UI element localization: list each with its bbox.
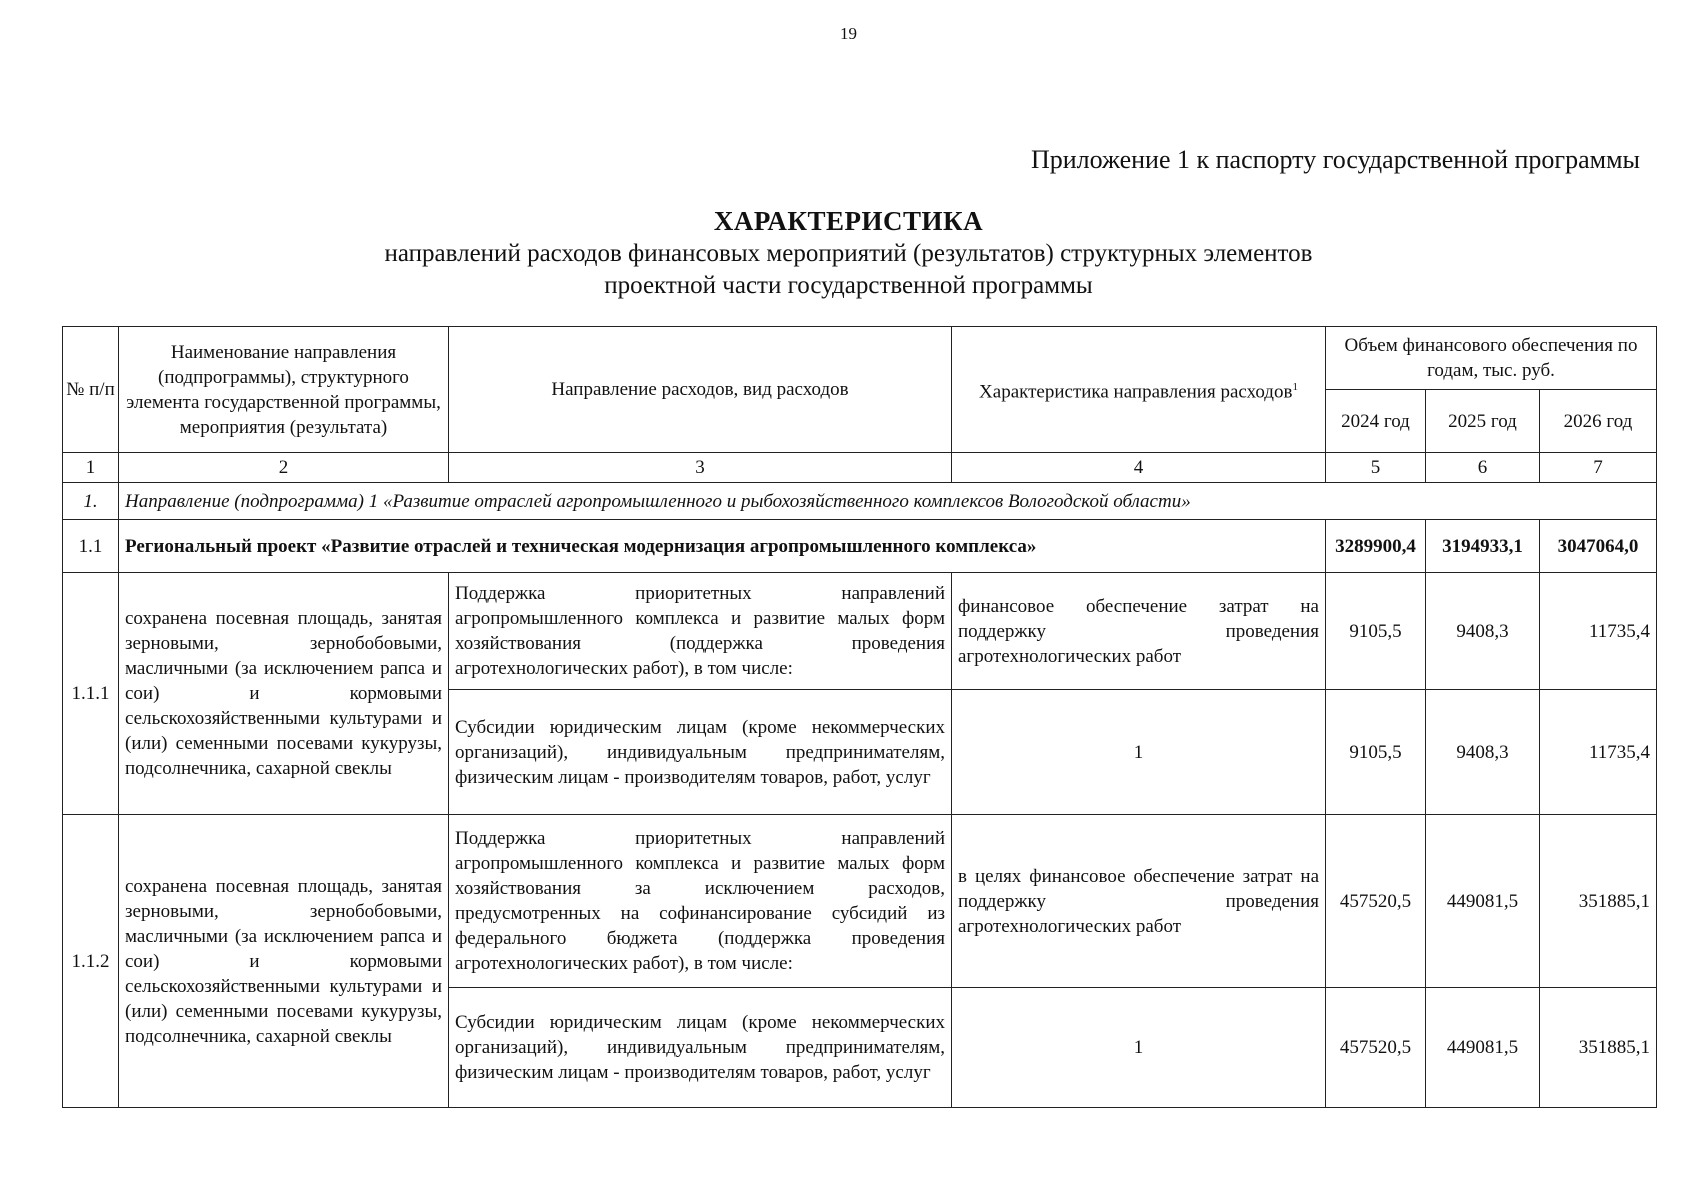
section-title: Направление (подпрограмма) 1 «Развитие отраслей агропромышленного и рыбохозяйственного комплексов Вологодской области» (119, 483, 1657, 520)
header-funding: Объем финансового обеспечения по годам, тыс. руб. (1326, 327, 1657, 390)
value-2026: 351885,1 (1540, 988, 1657, 1108)
header-year-2024: 2024 год (1326, 390, 1426, 453)
table-row (63, 815, 1657, 988)
project-num: 1.1 (63, 520, 119, 573)
col-number: 5 (1326, 453, 1426, 483)
value-2025: 9408,3 (1426, 573, 1540, 690)
section-row (63, 483, 1657, 520)
item-num: 1.1.2 (63, 815, 119, 1108)
section-num: 1. (63, 483, 119, 520)
item-num: 1.1.1 (63, 573, 119, 815)
col-number: 6 (1426, 453, 1540, 483)
direction-cell: Поддержка приоритетных направлений агропромышленного комплекса и развитие малых форм хозяйствования (поддержка проведения агротехнологических работ), в том числе: (449, 573, 952, 690)
value-2024: 9105,5 (1326, 573, 1426, 690)
project-name: Региональный проект «Развитие отраслей и техническая модернизация агропромышленного комплекса» (119, 520, 1326, 573)
col-number: 7 (1540, 453, 1657, 483)
header-characteristic (952, 327, 1326, 453)
item-name: сохранена посевная площадь, занятая зерновыми, зернобобовыми, масличными (за исключением рапса и сои) и кормовыми сельскохозяйственными культурами и (или) семенными посевами кукурузы, подсолнечника, сахарной свеклы (119, 573, 449, 815)
header-year-2026: 2026 год (1540, 390, 1657, 453)
title-block (0, 204, 1697, 302)
item-name: сохранена посевная площадь, занятая зерновыми, зернобобовыми, масличными (за исключением рапса и сои) и кормовыми сельскохозяйственными культурами и (или) семенными посевами кукурузы, подсолнечника, сахарной свеклы (119, 815, 449, 1108)
value-2025: 449081,5 (1426, 815, 1540, 988)
value-2025: 9408,3 (1426, 690, 1540, 815)
footnote-marker: 1 (1292, 380, 1298, 393)
col-number: 3 (449, 453, 952, 483)
expenditure-table (62, 326, 1657, 1108)
header-characteristic-text: Характеристика направления расходов (979, 381, 1293, 403)
characteristic-cell: финансовое обеспечение затрат на поддержку проведения агротехнологических работ (952, 573, 1326, 690)
project-2024: 3289900,4 (1326, 520, 1426, 573)
header-name: Наименование направления (подпрограммы), структурного элемента государственной программы, мероприятия (результата) (119, 327, 449, 453)
header-num: № п/п (63, 327, 119, 453)
header-year-2025: 2025 год (1426, 390, 1540, 453)
appendix-note: Приложение 1 к паспорту государственной программы (1030, 145, 1640, 174)
direction-cell: Субсидии юридическим лицам (кроме некоммерческих организаций), индивидуальным предпринимателям, физическим лицам - производителям товаров, работ, услуг (449, 690, 952, 815)
value-2026: 351885,1 (1540, 815, 1657, 988)
characteristic-cell: 1 (952, 988, 1326, 1108)
direction-cell: Субсидии юридическим лицам (кроме некоммерческих организаций), индивидуальным предпринимателям, физическим лицам - производителям товаров, работ, услуг (449, 988, 952, 1108)
header-direction: Направление расходов, вид расходов (449, 327, 952, 453)
value-2026: 11735,4 (1540, 690, 1657, 815)
col-number: 1 (63, 453, 119, 483)
characteristic-cell: в целях финансовое обеспечение затрат на поддержку проведения агротехнологических работ (952, 815, 1326, 988)
project-2026: 3047064,0 (1540, 520, 1657, 573)
project-2025: 3194933,1 (1426, 520, 1540, 573)
table-row (63, 573, 1657, 690)
header-row (63, 327, 1657, 390)
value-2024: 457520,5 (1326, 988, 1426, 1108)
direction-cell: Поддержка приоритетных направлений агропромышленного комплекса и развитие малых форм хозяйствования за исключением расходов, предусмотренных на софинансирование субсидий из федерального бюджета (поддержка проведения агротехнологических работ), в том числе: (449, 815, 952, 988)
column-number-row (63, 453, 1657, 483)
document-subtitle-line2: проектной части государственной программы (604, 272, 1093, 299)
document-title: ХАРАКТЕРИСТИКА (713, 206, 984, 236)
characteristic-cell: 1 (952, 690, 1326, 815)
value-2026: 11735,4 (1540, 573, 1657, 690)
value-2025: 449081,5 (1426, 988, 1540, 1108)
value-2024: 457520,5 (1326, 815, 1426, 988)
document-subtitle-line1: направлений расходов финансовых мероприятий (результатов) структурных элементов (384, 240, 1313, 267)
col-number: 2 (119, 453, 449, 483)
page-number: 19 (840, 24, 857, 43)
project-row (63, 520, 1657, 573)
col-number: 4 (952, 453, 1326, 483)
value-2024: 9105,5 (1326, 690, 1426, 815)
